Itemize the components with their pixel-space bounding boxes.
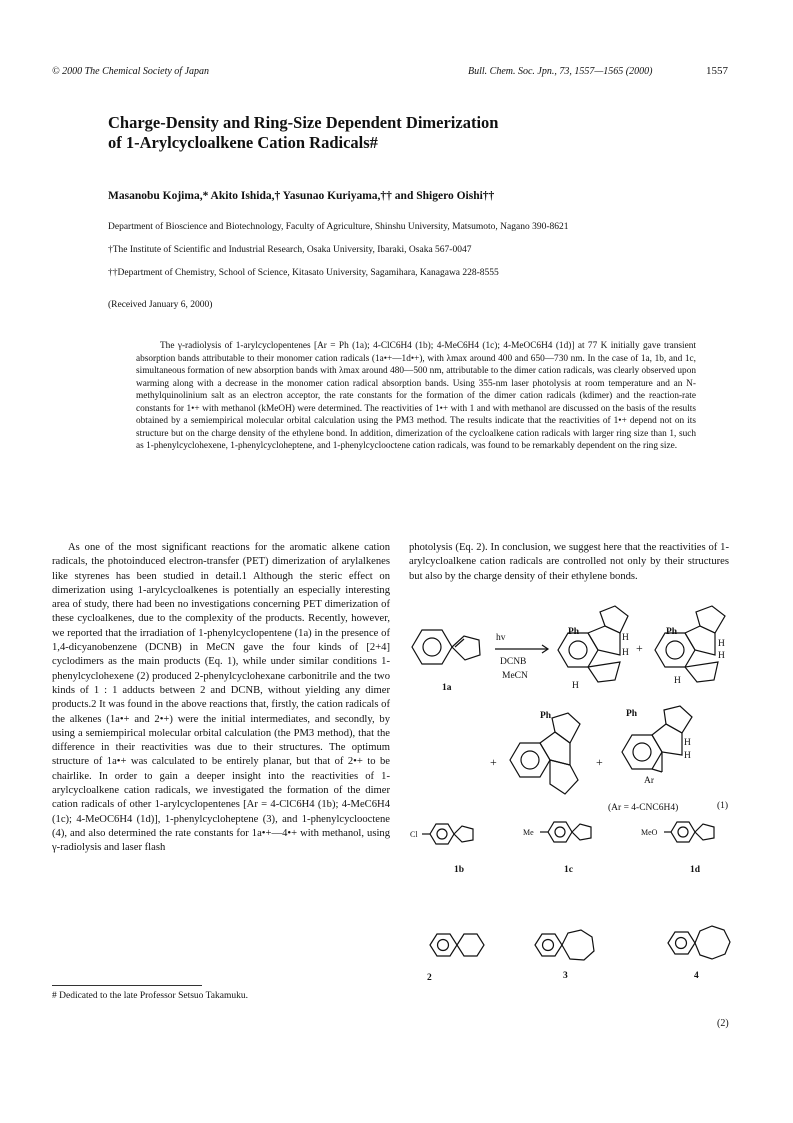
reagent-dcnb: DCNB (500, 657, 527, 667)
affiliation-3: ††Department of Chemistry, School of Science, Kitasato University, Sagamihara, Kanagawa 228-8555 (108, 268, 499, 278)
h-label-a1: H (622, 633, 629, 643)
equation-number-2: (2) (717, 1018, 729, 1029)
structure-1b (422, 824, 473, 844)
abstract-text: The γ-radiolysis of 1-arylcyclopentenes [Ar = Ph (1a); 4-ClC6H4 (1b); 4-MeC6H4 (1c); 4-MeOC6H4 (1d)] at 77 K initially gave transient absorption bands attributable to their monomer cation radicals (1a•+—1d•+), with λmax around 400 and 650—730 nm. In the case of 1a, 1b, and 1c, simultaneous formation of new absorption bands with λmax around 480—500 nm, attributable to the dimer cation radicals, was clearly observed upon warming along with a decrease in the monomer cation radical absorption bands. Using 355-nm laser photolysis at room temperature and an N-methylquinolinium salt as an electron acceptor, the rate constants for the formation of the dimer cation radicals (kdimer) and the reaction-rate constants for 1•+ with methanol (kMeOH) were determined. The reactivities of 1•+ with 1 and with methanol are discussed on the basis of the results obtained by a semiempirical molecular orbital calculation using the PM3 method. The results indicate that the reactivities of 1•+ depend not on its structure but on the charge density of the ethylene bond. In addition, dimerization of the cycloalkene cation radicals with larger ring size than 1, such as 1-phenylcyclohexene, 1-phenylcycloheptene, and 1-phenylcyclooctene cation radicals, was found to be remarkably dependent on the ring size. (136, 341, 696, 452)
structure-1d (664, 822, 714, 842)
label-1b: 1b (454, 865, 465, 875)
body-column-left (52, 541, 390, 856)
body-column-right (409, 541, 729, 584)
structure-4 (668, 926, 730, 959)
affiliation-2: †The Institute of Scientific and Industrial Research, Osaka University, Ibaraki, Osaka 567-0047 (108, 245, 472, 255)
ar-label: Ar (644, 776, 655, 786)
article-title (108, 113, 668, 153)
intro-paragraph: As one of the most significant reactions for the aromatic alkene cation radicals, the photoinduced electron-transfer (PET) dimerization of arylalkenes like styrenes has been studied in detail.1 Although the steric effect on dimerization using 1-arylcycloalkenes is potentially an especially interesting area of study, there had been no investigations concerning PET dimerization of these cycloalkenes, due to the complexity of the products. Recently, however, we reported that the irradiation of 1-phenylcyclopentene (1a) in the presence of 1,4-dicyanobenzene (DCNB) in MeCN gave the four kinds of [2+4] cyclodimers as the main products (Eq. 1), while under similar conditions 1-phenylcyclohexene (2) produced 2-phenylcyclohexane carbonitrile and the two kinds of 1 : 1 adducts between 2 and DCNB, without yielding any dimer products.2 It was found in the above reactions that, firstly, the cation radicals of the alkenes (1a•+ and 2•+) were the initial intermediates, and secondly, by using a semiempirical molecular orbital calculation (the PM3 method), that the difference in their reactivities was due to their structures. The optimum structure of 1a•+ was calculated to be entirely planar, but that of 2•+ to be chairlike. In order to gain a deeper insight into the reactivities of 1-arylcycloalkene cation radicals, we investigated the formation of the dimer cation radicals of other 1-arylcyclopentenes [Ar = 4-ClC6H4 (1b); 4-MeC6H4 (1c); 4-MeOC6H4 (1d)], 1-phenylcycloheptene (3), and 1-phenylcyclooctene (4), and also determined the rate constants for 1a•+—4•+ with methanol, using γ-radiolysis and laser flash (52, 542, 390, 854)
journal-copyright: © 2000 The Chemical Society of Japan (52, 66, 210, 77)
title-line-2: of 1-Arylcycloalkene Cation Radicals# (108, 133, 378, 152)
ar-definition: (Ar = 4-CNC6H4) (608, 803, 679, 813)
label-1c: 1c (564, 865, 573, 875)
structure-3 (535, 930, 594, 960)
cl-label: Cl (410, 830, 418, 839)
plus-sign-3: + (596, 755, 603, 769)
meo-label: MeO (641, 828, 658, 837)
h-label-d1: H (684, 738, 691, 748)
affiliation-1: Department of Bioscience and Biotechnology, Faculty of Agriculture, Shinshu University, Matsumoto, Nagano 390-8621 (108, 222, 569, 232)
footnote: # Dedicated to the late Professor Setsuo Takamuku. (52, 991, 248, 1001)
h-label-b3: H (674, 676, 681, 686)
product-dimer-c (510, 713, 580, 794)
h-label-b2: H (718, 651, 725, 661)
ph-label-d: Ph (626, 709, 638, 719)
h-label-b1: H (718, 639, 725, 649)
label-3: 3 (563, 971, 568, 981)
structure-2 (430, 934, 484, 956)
ph-label-c: Ph (540, 711, 552, 721)
h-label-a2: H (622, 648, 629, 658)
product-dimer-b (655, 606, 725, 682)
label-1d: 1d (690, 865, 701, 875)
structure-1c (540, 822, 591, 842)
journal-citation: Bull. Chem. Soc. Jpn., 73, 1557—1565 (2000) (468, 66, 653, 77)
ph-label-a: Ph (568, 627, 580, 637)
received-date: (Received January 6, 2000) (108, 300, 213, 310)
abstract (136, 340, 696, 453)
label-2: 2 (427, 973, 432, 983)
me-label: Me (523, 828, 534, 837)
label-1a: 1a (442, 683, 452, 693)
h-label-a3: H (572, 681, 579, 691)
equation-number-1: (1) (717, 801, 729, 811)
reagent-hv: hv (496, 633, 506, 643)
plus-sign-2: + (490, 755, 497, 769)
h-label-d2: H (684, 751, 691, 761)
title-line-1: Charge-Density and Ring-Size Dependent Dimerization (108, 113, 499, 132)
ph-label-b: Ph (666, 627, 678, 637)
footnote-rule (52, 985, 202, 986)
product-dimer-a (558, 606, 628, 682)
plus-sign-1: + (636, 641, 643, 655)
intro-paragraph-continued: photolysis (Eq. 2). In conclusion, we suggest here that the reactivities of 1-arylcycloalkene cation radicals are controlled not only by their structures but also by the charge density of their ethylene bonds. (409, 542, 729, 582)
reaction-scheme (400, 600, 745, 985)
reagent-mecn: MeCN (502, 671, 528, 681)
label-4: 4 (694, 971, 699, 981)
author-list: Masanobu Kojima,* Akito Ishida,† Yasunao Kuriyama,†† and Shigero Oishi†† (108, 190, 495, 202)
page-number: 1557 (706, 65, 728, 77)
structure-1a (412, 630, 480, 664)
